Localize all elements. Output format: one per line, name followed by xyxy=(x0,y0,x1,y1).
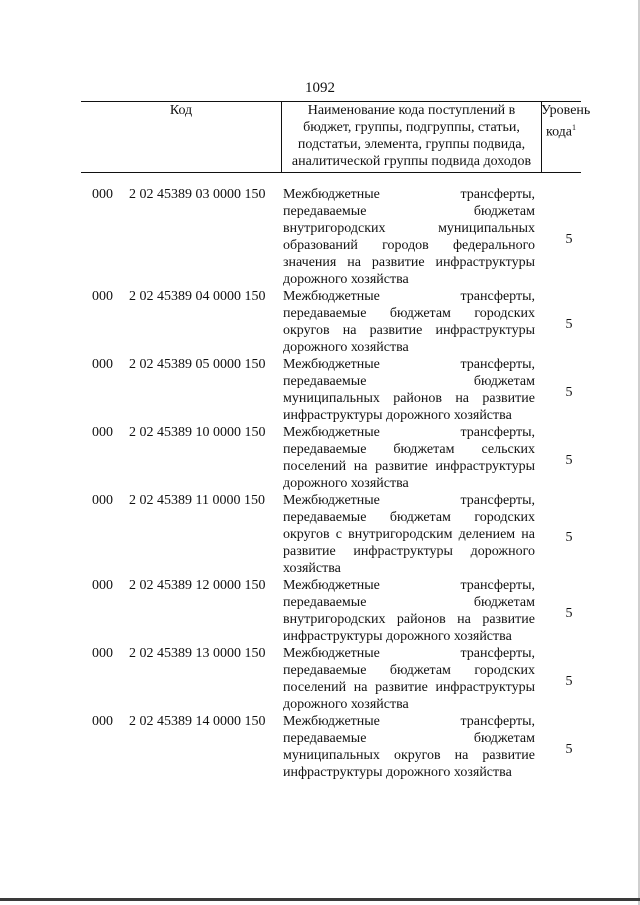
income-name-line: передаваемые бюджетам xyxy=(283,731,535,746)
income-code: 2 02 45389 04 0000 150 xyxy=(129,289,266,304)
table-row xyxy=(81,288,581,356)
table-row xyxy=(81,577,581,645)
income-name-line: Межбюджетные трансферты, xyxy=(283,425,535,440)
income-name-line: Межбюджетные трансферты, xyxy=(283,289,535,304)
income-code: 2 02 45389 03 0000 150 xyxy=(129,187,266,202)
income-name-line: передаваемые бюджетам xyxy=(283,204,535,219)
income-code: 2 02 45389 10 0000 150 xyxy=(129,425,266,440)
income-code: 2 02 45389 11 0000 150 xyxy=(129,493,265,508)
admin-code: 000 xyxy=(92,646,113,661)
income-name-line: дорожного хозяйства xyxy=(283,272,409,287)
admin-code: 000 xyxy=(92,289,113,304)
header-level-word: кода xyxy=(545,124,573,140)
income-code: 2 02 45389 05 0000 150 xyxy=(129,357,266,372)
header-name xyxy=(281,102,542,172)
income-name-line: Межбюджетные трансферты, xyxy=(283,357,535,372)
admin-code: 000 xyxy=(92,493,113,508)
income-name-line: внутригородских районов на развитие xyxy=(283,612,535,627)
header-level xyxy=(541,102,591,172)
income-name xyxy=(283,288,535,356)
code-level: 5 xyxy=(565,674,573,689)
code-level: 5 xyxy=(565,606,573,621)
table-row xyxy=(81,424,581,492)
income-name-line: передаваемые бюджетам xyxy=(283,595,535,610)
code-level: 5 xyxy=(565,232,573,247)
income-name-line: передаваемые бюджетам городских xyxy=(283,663,535,678)
admin-code: 000 xyxy=(92,425,113,440)
footnote-marker: 1 xyxy=(572,123,577,132)
admin-code: 000 xyxy=(92,187,113,202)
code-level: 5 xyxy=(565,742,573,757)
income-name-line: Межбюджетные трансферты, xyxy=(283,187,535,202)
scan-edge-bottom xyxy=(0,898,640,901)
code-level: 5 xyxy=(565,317,573,332)
income-name-line: муниципальных округов на развитие xyxy=(283,748,535,763)
income-name-line: Межбюджетные трансферты, xyxy=(283,646,535,661)
income-name-line: поселений на развитие инфраструктуры xyxy=(283,680,535,695)
income-name xyxy=(283,713,535,781)
table-row xyxy=(81,713,581,781)
income-name-line: передаваемые бюджетам сельских xyxy=(283,442,535,457)
income-name-line: поселений на развитие инфраструктуры xyxy=(283,459,535,474)
table-row xyxy=(81,186,581,288)
income-code: 2 02 45389 12 0000 150 xyxy=(129,578,266,593)
income-name-line: дорожного хозяйства xyxy=(283,476,409,491)
income-name xyxy=(283,645,535,713)
income-name-line: Межбюджетные трансферты, xyxy=(283,493,535,508)
income-name-line: передаваемые бюджетам городских xyxy=(283,510,535,525)
income-name-line: инфраструктуры дорожного хозяйства xyxy=(283,629,512,644)
header-name-line: Наименование кода поступлений в xyxy=(307,103,516,118)
header-name-line: подстатьи, элемента, группы подвида, xyxy=(297,137,526,152)
income-code: 2 02 45389 13 0000 150 xyxy=(129,646,266,661)
code-level: 5 xyxy=(565,385,573,400)
income-name-line: значения на развитие инфраструктуры xyxy=(283,255,535,270)
income-name-line: хозяйства xyxy=(283,561,341,576)
code-level: 5 xyxy=(565,530,573,545)
income-name-line: округов с внутригородским делением на xyxy=(283,527,535,542)
income-name xyxy=(283,492,535,577)
header-level-line: Уровень xyxy=(541,103,591,118)
income-name-line: Межбюджетные трансферты, xyxy=(283,578,535,593)
admin-code: 000 xyxy=(92,714,113,729)
income-name-line: дорожного хозяйства xyxy=(283,340,409,355)
income-name-line: округов на развитие инфраструктуры xyxy=(283,323,535,338)
admin-code: 000 xyxy=(92,578,113,593)
income-name-line: Межбюджетные трансферты, xyxy=(283,714,535,729)
table-row xyxy=(81,492,581,577)
income-name-line: передаваемые бюджетам городских xyxy=(283,306,535,321)
income-name xyxy=(283,577,535,645)
income-name-line: муниципальных районов на развитие xyxy=(283,391,535,406)
income-name-line: образований городов федерального xyxy=(283,238,535,253)
header-name-line: бюджет, группы, подгруппы, статьи, xyxy=(303,120,520,135)
income-name-line: дорожного хозяйства xyxy=(283,697,409,712)
income-name-line: развитие инфраструктуры дорожного xyxy=(283,544,535,559)
table-row xyxy=(81,356,581,424)
table-row xyxy=(81,645,581,713)
header-level-line xyxy=(541,119,581,141)
admin-code: 000 xyxy=(92,357,113,372)
income-name-line: инфраструктуры дорожного хозяйства xyxy=(283,765,512,780)
income-name-line: передаваемые бюджетам xyxy=(283,374,535,389)
code-level: 5 xyxy=(565,453,573,468)
income-name xyxy=(283,356,535,424)
table-header xyxy=(81,101,591,173)
header-code: Код xyxy=(169,103,193,118)
header-name-line: аналитической группы подвида доходов xyxy=(291,154,532,169)
income-name xyxy=(283,424,535,492)
income-name-line: внутригородских муниципальных xyxy=(283,221,535,236)
income-code: 2 02 45389 14 0000 150 xyxy=(129,714,266,729)
income-name xyxy=(283,186,535,288)
table-body xyxy=(81,186,581,781)
page-number: 1092 xyxy=(305,80,335,96)
income-name-line: инфраструктуры дорожного хозяйства xyxy=(283,408,512,423)
